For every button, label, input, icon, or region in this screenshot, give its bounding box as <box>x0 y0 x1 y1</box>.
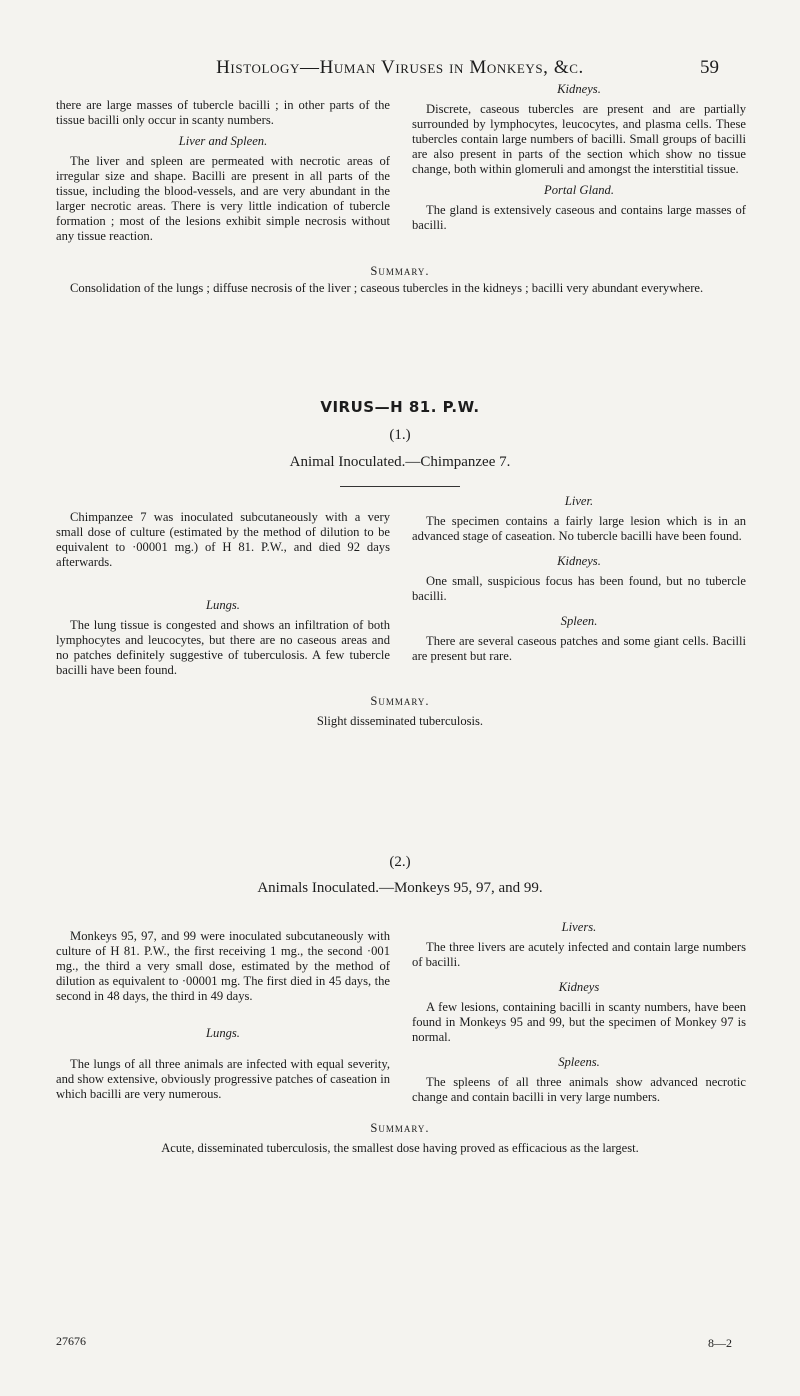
continued-paragraph: there are large masses of tubercle bacilli ; in other parts of the tissue bacilli only occur in scanty numbers. <box>56 98 390 127</box>
kidneys-heading: Kidneys <box>558 980 600 994</box>
monkeys-intro-paragraph: Monkeys 95, 97, and 99 were inoculated subcutaneously with culture of H 81. P.W., the first receiving 1 mg., the second ·001 mg., the third a very small dose, estimated by the method of dilution as equivalent to ·00001 mg. The first died in 45 days, the second in 48 days, the third in 49 days. <box>56 929 390 1003</box>
kidneys-paragraph: A few lesions, containing bacilli in scanty numbers, have been found in Monkeys 95 and 99, but the specimen of Monkey 97 is normal. <box>412 1000 746 1044</box>
lungs-paragraph: The lungs of all three animals are infected with equal severity, and show extensive, obviously progressive patches of caseation in which bacilli are very numerous. <box>56 1057 390 1101</box>
liver-heading: Liver. <box>564 494 594 508</box>
chimpanzee-intro-paragraph: Chimpanzee 7 was inoculated subcutaneously with a very small dose of culture (estimated by the method of dilution to be equivalent to ·00001 mg.) of H 81. P.W., and died 92 days afterwards. <box>56 510 390 569</box>
summary-heading: Summary. <box>370 264 430 278</box>
section-1-rule <box>340 486 460 487</box>
top-right-column <box>412 82 746 233</box>
kidneys-heading: Kidneys. <box>557 82 601 96</box>
section-1-left-column <box>56 510 390 678</box>
portal-gland-heading: Portal Gland. <box>544 183 614 197</box>
spleens-paragraph: The spleens of all three animals show advanced necrotic change and contain bacilli in very large numbers. <box>412 1075 746 1104</box>
livers-paragraph: The three livers are acutely infected and contain large numbers of bacilli. <box>412 940 746 969</box>
virus-title: VIRUS—H 81. P.W. <box>320 398 480 416</box>
section-1-right-column <box>412 494 746 664</box>
liver-paragraph: The specimen contains a fairly large lesion which is in an advanced stage of caseation. No tubercle bacilli have been found. <box>412 514 746 543</box>
liver-spleen-heading: Liver and Spleen. <box>178 134 268 148</box>
spleen-paragraph: There are several caseous patches and some giant cells. Bacilli are present but rare. <box>412 634 746 663</box>
section-2-number: (2.) <box>389 854 411 870</box>
section-2-summary-heading: Summary. <box>370 1121 430 1135</box>
portal-gland-paragraph: The gland is extensively caseous and contains large masses of bacilli. <box>412 203 746 232</box>
lungs-heading: Lungs. <box>206 1026 240 1040</box>
section-1-title: Animal Inoculated.—Chimpanzee 7. <box>289 454 511 470</box>
livers-heading: Livers. <box>561 920 597 934</box>
kidneys-paragraph: One small, suspicious focus has been found, but no tubercle bacilli. <box>412 574 746 603</box>
summary-paragraph: Consolidation of the lungs ; diffuse necrosis of the liver ; caseous tubercles in the kidneys ; bacilli very abundant everywhere. <box>70 281 704 295</box>
signature-mark: 8—2 <box>708 1336 732 1350</box>
spleen-heading: Spleen. <box>560 614 598 628</box>
spleens-heading: Spleens. <box>558 1055 600 1069</box>
section-2-title: Animals Inoculated.—Monkeys 95, 97, and 99. <box>257 880 543 896</box>
running-head: Histology—Human Viruses in Monkeys, &c. <box>216 57 584 78</box>
section-1-number: (1.) <box>389 427 411 443</box>
top-left-column <box>56 98 390 244</box>
section-2-right-column <box>412 920 746 1105</box>
liver-spleen-paragraph: The liver and spleen are permeated with necrotic areas of irregular size and shape. Bacilli are present in all parts of the tissue, including the blood-vessels, and are very abundant in the larger necrotic areas. There is very little indication of tubercle formation ; most of the lesions exhibit simple necrosis without any tissue reaction. <box>56 154 390 243</box>
kidneys-heading: Kidneys. <box>557 554 601 568</box>
page-number: 59 <box>700 57 719 78</box>
lungs-paragraph: The lung tissue is congested and shows an infiltration of both lymphocytes and leucocytes, but there are no caseous areas and no patches definitely suggestive of tuberculosis. A few tubercle bacilli have been found. <box>56 618 390 677</box>
kidneys-paragraph: Discrete, caseous tubercles are present and are partially surrounded by lymphocytes, leucocytes, and plasma cells. These tubercles contain large numbers of bacilli. Small groups of bacilli are also present in parts of the section which show no tissue change, both within glomeruli and amongst the interstitial tissue. <box>412 102 746 176</box>
section-1-summary-heading: Summary. <box>370 694 430 708</box>
section-2-summary-text: Acute, disseminated tuberculosis, the smallest dose having proved as efficacious as the largest. <box>161 1141 639 1155</box>
section-2-left-column <box>56 929 390 1102</box>
print-number: 27676 <box>56 1334 86 1348</box>
section-1-summary-text: Slight disseminated tuberculosis. <box>316 714 484 728</box>
lungs-heading: Lungs. <box>206 598 240 612</box>
